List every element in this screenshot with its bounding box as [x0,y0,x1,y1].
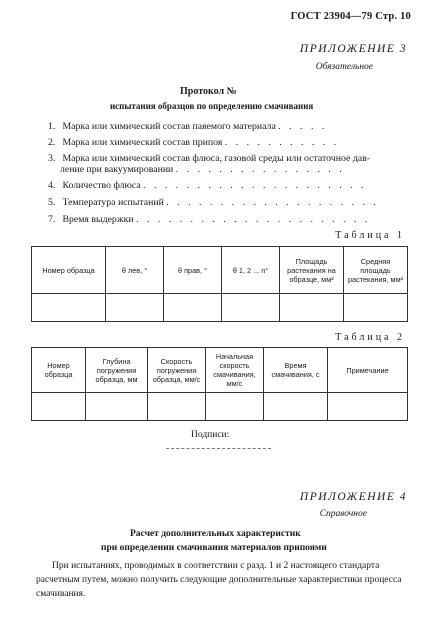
table-cell [264,393,328,421]
item-text: Марка или химический состав припоя [62,137,223,148]
table-1 [31,246,408,322]
appendix-3-subtitle: Обязательное [315,62,373,72]
item-number: 3. [48,153,56,164]
table-cell [164,294,222,322]
section-subheading: при определении смачивания материалов припоями [101,543,327,553]
table-2 [31,347,408,421]
table-cell [106,294,164,322]
table-1-caption: Таблица 1 [335,230,405,241]
table-header-row [32,247,408,294]
item-dots: . . . . . . . . . . . . . . . . . . . . . [143,180,367,191]
appendix-3-title: ПРИЛОЖЕНИЕ 3 [299,43,407,55]
table-cell [32,294,106,322]
signature-line [166,448,271,449]
body-paragraph: При испытаниях, проводимых в соответствии с разд. 1 и 2 настоящего стандарта расчетным путем, можно получить следующие дополнительные характеристики процесса смачивания. [36,561,402,599]
table-header-cell: Начальная скорость смачивания, мм/с [206,348,264,393]
table-cell [148,393,206,421]
section-heading: Расчет дополнительных характеристик [130,529,301,539]
table-cell [280,294,344,322]
table-row [32,393,408,421]
table-cell [32,393,86,421]
table-cell [206,393,264,421]
protocol-subtitle: испытания образцов по определению смачивания [110,101,314,111]
table-header-cell: Примечание [328,348,408,393]
table-header-row [32,348,408,393]
table-header-cell: θ прав, ° [164,247,222,294]
signature-label: Подписи: [191,430,230,440]
table-cell [344,294,408,322]
page-header: ГОСТ 23904—79 Стр. 10 [290,11,411,22]
appendix-4-title: ПРИЛОЖЕНИЕ 4 [299,491,407,503]
table-header-cell: Скорость погружения образца, мм/с [148,348,206,393]
table-cell [328,393,408,421]
item-dots: . . . . . [278,121,328,132]
table-header-cell: Номер образца [32,247,106,294]
item-number: 4. [48,180,56,191]
item-dots: . . . . . . . . . . . . . . . . [175,164,345,175]
item-text: ление при вакуумировании [60,164,174,175]
item-number: 7. [48,214,56,225]
item-text: Количество флюса [62,180,141,191]
table-header-cell: Номер образца [32,348,86,393]
protocol-item [48,197,379,208]
item-text: Марка или химический состав флюса, газовой среды или остаточное дав- [62,153,371,164]
protocol-item [48,121,327,132]
table-header-cell: Время смачивания, с [264,348,328,393]
item-dots: . . . . . . . . . . . [224,137,340,148]
table-row [32,294,408,322]
table-header-cell: θ 1, 2 ... n° [222,247,280,294]
item-text: Температура испытаний [62,197,164,208]
appendix-4-subtitle: Справочное [319,509,367,519]
table-header-cell: Площадь растекания на образце, мм² [280,247,344,294]
protocol-item [48,214,370,225]
item-number: 1. [48,121,56,132]
item-dots: . . . . . . . . . . . . . . . . . . . . . . [136,214,371,225]
protocol-item [48,153,370,164]
table-cell [86,393,148,421]
table-cell [222,294,280,322]
protocol-item [48,137,339,148]
protocol-item-continuation [60,164,345,175]
table-header-cell: Глубина погружения образца, мм [86,348,148,393]
protocol-item [48,180,366,191]
item-text: Марка или химический состав паяемого материала [62,121,276,132]
protocol-title: Протокол № [180,86,237,97]
item-number: 5. [48,197,56,208]
table-header-cell: Средняя площадь растекания, мм² [344,247,408,294]
table-2-caption: Таблица 2 [335,332,405,343]
item-dots: . . . . . . . . . . . . . . . . . . . . [166,197,379,208]
item-text: Время выдержки [62,214,134,225]
item-number: 2. [48,137,56,148]
table-header-cell: θ лев, ° [106,247,164,294]
